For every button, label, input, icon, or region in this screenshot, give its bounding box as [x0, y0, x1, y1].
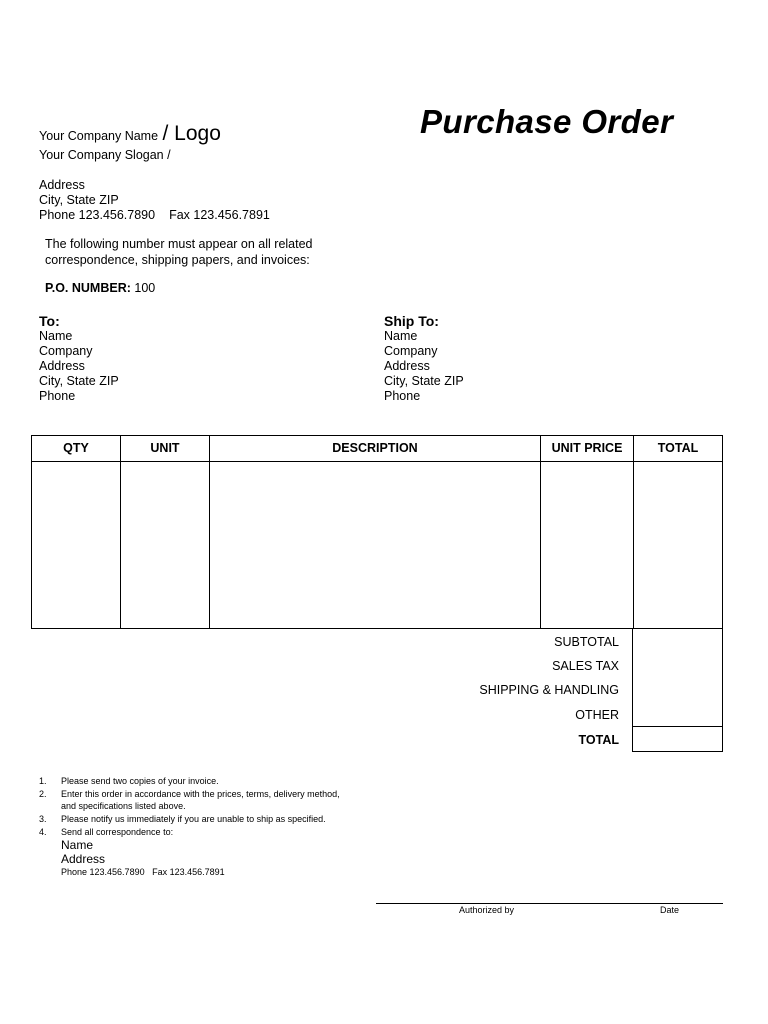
ship-to-phone: Phone — [384, 389, 421, 403]
note-item — [39, 826, 351, 878]
sales-tax-label: SALES TAX — [552, 659, 619, 673]
column-header-qty: QTY — [63, 441, 89, 455]
company-name-line — [39, 122, 221, 146]
correspondence-phone: Phone 123.456.7890 — [61, 867, 145, 877]
ship-to-address-block — [384, 313, 464, 404]
total-separator — [633, 726, 722, 727]
to-phone: Phone — [39, 389, 76, 403]
ship-to-name: Name — [384, 329, 418, 343]
totals-values-box[interactable] — [632, 629, 723, 752]
to-company: Company — [39, 344, 93, 358]
note-text: Send all correspondence to: — [61, 827, 174, 837]
correspondence-phone-fax — [61, 866, 351, 878]
column-header-unit: UNIT — [150, 441, 180, 455]
line-items-table — [31, 435, 723, 629]
po-number-label: P.O. NUMBER: — [45, 281, 131, 295]
ship-to-city-state-zip: City, State ZIP — [384, 374, 464, 388]
ship-to-address: Address — [384, 359, 430, 373]
order-notes — [39, 775, 351, 878]
authorized-by-label: Authorized by — [459, 905, 515, 915]
company-phone: Phone 123.456.7890 — [39, 208, 156, 222]
line-items-body[interactable] — [32, 462, 722, 628]
company-fax: Fax 123.456.7891 — [169, 208, 270, 222]
correspondence-address: Address — [61, 852, 106, 866]
column-header-description: DESCRIPTION — [332, 441, 418, 455]
po-number — [45, 281, 155, 295]
note-number: 3. — [39, 814, 47, 824]
note-number: 2. — [39, 789, 47, 799]
to-name: Name — [39, 329, 73, 343]
to-address-block — [39, 313, 119, 404]
company-phone-fax — [39, 208, 270, 223]
correspondence-fax: Fax 123.456.7891 — [152, 867, 225, 877]
note-item — [39, 813, 351, 825]
note-number: 1. — [39, 776, 47, 786]
company-address: Address — [39, 178, 85, 192]
ship-to-company: Company — [384, 344, 438, 358]
correspondence-name: Name — [61, 838, 94, 852]
note-item — [39, 788, 351, 812]
ship-to-heading: Ship To: — [384, 313, 439, 329]
to-address: Address — [39, 359, 85, 373]
company-logo-placeholder: / Logo — [162, 122, 221, 145]
date-label: Date — [660, 905, 680, 915]
company-slogan: Your Company Slogan / — [39, 148, 171, 162]
note-text: Please send two copies of your invoice. — [61, 776, 219, 786]
po-number-value: 100 — [134, 281, 156, 295]
shipping-handling-label: SHIPPING & HANDLING — [479, 683, 619, 697]
note-text: Enter this order in accordance with the prices, terms, delivery method, and specifications listed above. — [61, 789, 340, 811]
notice-line: The following number must appear on all related — [45, 237, 313, 251]
to-city-state-zip: City, State ZIP — [39, 374, 119, 388]
company-city-state-zip: City, State ZIP — [39, 193, 119, 207]
subtotal-label: SUBTOTAL — [554, 635, 619, 649]
document-title: Purchase Order — [420, 103, 674, 140]
note-item — [39, 775, 351, 787]
notice-line: correspondence, shipping papers, and invoices: — [45, 253, 310, 267]
company-name: Your Company Name — [39, 129, 159, 143]
note-number: 4. — [39, 827, 47, 837]
total-label: TOTAL — [578, 733, 619, 747]
signature-line[interactable] — [376, 903, 723, 904]
column-header-unit-price: UNIT PRICE — [551, 441, 623, 455]
note-text: Please notify us immediately if you are unable to ship as specified. — [61, 814, 326, 824]
po-number-notice — [45, 237, 345, 269]
other-label: OTHER — [575, 708, 619, 722]
column-header-total: TOTAL — [657, 441, 699, 455]
company-address-block — [39, 178, 270, 223]
to-heading: To: — [39, 313, 60, 329]
